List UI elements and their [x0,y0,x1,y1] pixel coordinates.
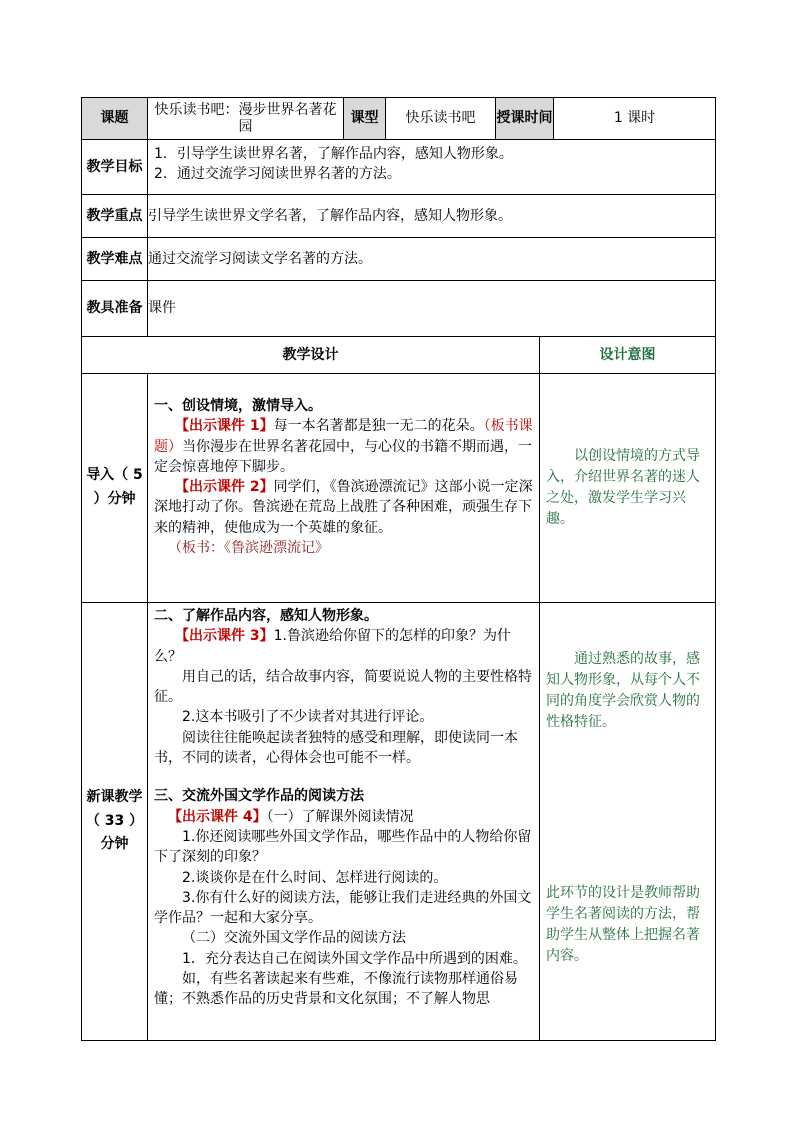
intent-note-1: 通过熟悉的故事，感知人物形象，从每个人不同的角度学会欣赏人物的性格特征。 [546,651,700,730]
section-3-m1: 1．充分表达自己在阅读外国文学作品中所遇到的困难。 [182,950,527,967]
key-row [82,195,716,238]
section-3-q1: 1.你还阅读哪些外国文学作品，哪些作品中的人物给你留下了深刻的印象？ [154,828,532,866]
section-2-p1: 用自己的话，结合故事内容，简要说说人物的主要性格特征。 [154,668,532,706]
section-3-sub1: 【出示课件 4】（一）了解课外阅读情况 [168,808,414,825]
section-3-sub2: （二）交流外国文学作品的阅读方法 [182,930,406,947]
difficulty-label: 教学难点 [82,238,148,281]
slide-tag-4: 【出示课件 4】 [168,808,267,825]
section-3-title: 三、交流外国文学作品的阅读方法 [154,788,364,805]
difficulty-value: 通过交流学习阅读文学名著的方法。 [148,238,716,281]
new-lesson-row [82,603,716,1041]
board-note-1: （板书课题） [154,418,533,455]
objective-2: 2．通过交流学习阅读世界名著的方法。 [154,166,401,183]
section-2-p2: 阅读往往能唤起读者独特的感受和理解，即使读同一本书，不同的读者，心得体会也可能不一样。 [154,729,518,767]
section-2-q2: 2.这本书吸引了不少读者对其进行评论。 [182,709,434,726]
new-lesson-intent [540,603,716,1041]
objectives-cell [148,140,716,195]
intro-section-title: 一、创设情境，激情导入。 [154,398,322,414]
time-label: 授课时间 [496,98,554,140]
intent-label: 设计意图 [540,337,716,374]
tools-label: 教具准备 [82,281,148,337]
section-3-m2: 如，有些名著读起来有些难，不像流行读物那样通俗易懂；不熟悉作品的历史背景和文化氛围；不了解人物思 [154,971,518,1008]
slide-tag-2: 【出示课件 2】 [175,479,274,496]
section-3-q2: 2.谈谈你是在什么时间、怎样进行阅读的。 [182,869,448,886]
slide-tag-3: 【出示课件 3】 [175,628,274,645]
board-note-2: （板书：《鲁滨逊漂流记》 [168,540,329,557]
design-label: 教学设计 [82,337,540,374]
objectives-label: 教学目标 [82,140,148,195]
slide-tag-1: 【出示课件 1】 [175,418,274,435]
objective-1: 1．引导学生读世界名著，了解作品内容，感知人物形象。 [154,146,513,162]
key-value: 引导学生读世界文学名著，了解作品内容，感知人物形象。 [148,195,716,238]
intent-note-2: 此环节的设计是教师帮助学生名著阅读的方法，帮助学生从整体上把握名著内容。 [546,885,700,964]
tools-value: 课件 [148,281,716,337]
topic-label: 课题 [82,98,148,140]
section-2-title: 二、了解作品内容，感知人物形象。 [154,608,378,624]
time-value: 1 课时 [554,98,716,140]
lesson-plan-table [81,97,716,1041]
section-3-q3: 3.你有什么好的阅读方法，能够让我们走进经典的外国文学作品？一起和大家分享。 [154,889,532,927]
intro-intent: 以创设情境的方式导入，介绍世界名著的迷人之处，激发学生学习兴趣。 [540,374,716,603]
design-header-row [82,337,716,374]
intro-para-2: 【出示课件 2】同学们，《鲁滨逊漂流记》这部小说一定深深地打动了你。鲁滨逊在荒岛上战胜了各种困难，顽强生存下来的精神，使他成为一个英雄的象征。 [154,479,533,536]
intro-label: 导入（ 5 ）分钟 [82,374,148,603]
type-value: 快乐读书吧 [386,98,496,140]
intro-para-1: 【出示课件 1】每一本名著都是独一无二的花朵。（板书课题）当你漫步在世界名著花园中，与心仪的书籍不期而遇，一定会惊喜地停下脚步。 [154,418,533,475]
intro-row [82,374,716,603]
new-lesson-content [148,603,540,1041]
type-label: 课型 [344,98,386,140]
difficulty-row [82,238,716,281]
key-label: 教学重点 [82,195,148,238]
header-row [82,98,716,140]
tools-row [82,281,716,337]
new-lesson-label: 新课教学（ 33 ）分钟 [82,603,148,1041]
objectives-row [82,140,716,195]
intro-content [148,374,540,603]
section-2-q1: 【出示课件 3】1.鲁滨逊给你留下的怎样的印象？为什么？ [154,628,511,665]
topic-value: 快乐读书吧：漫步世界名著花园 [148,98,344,140]
